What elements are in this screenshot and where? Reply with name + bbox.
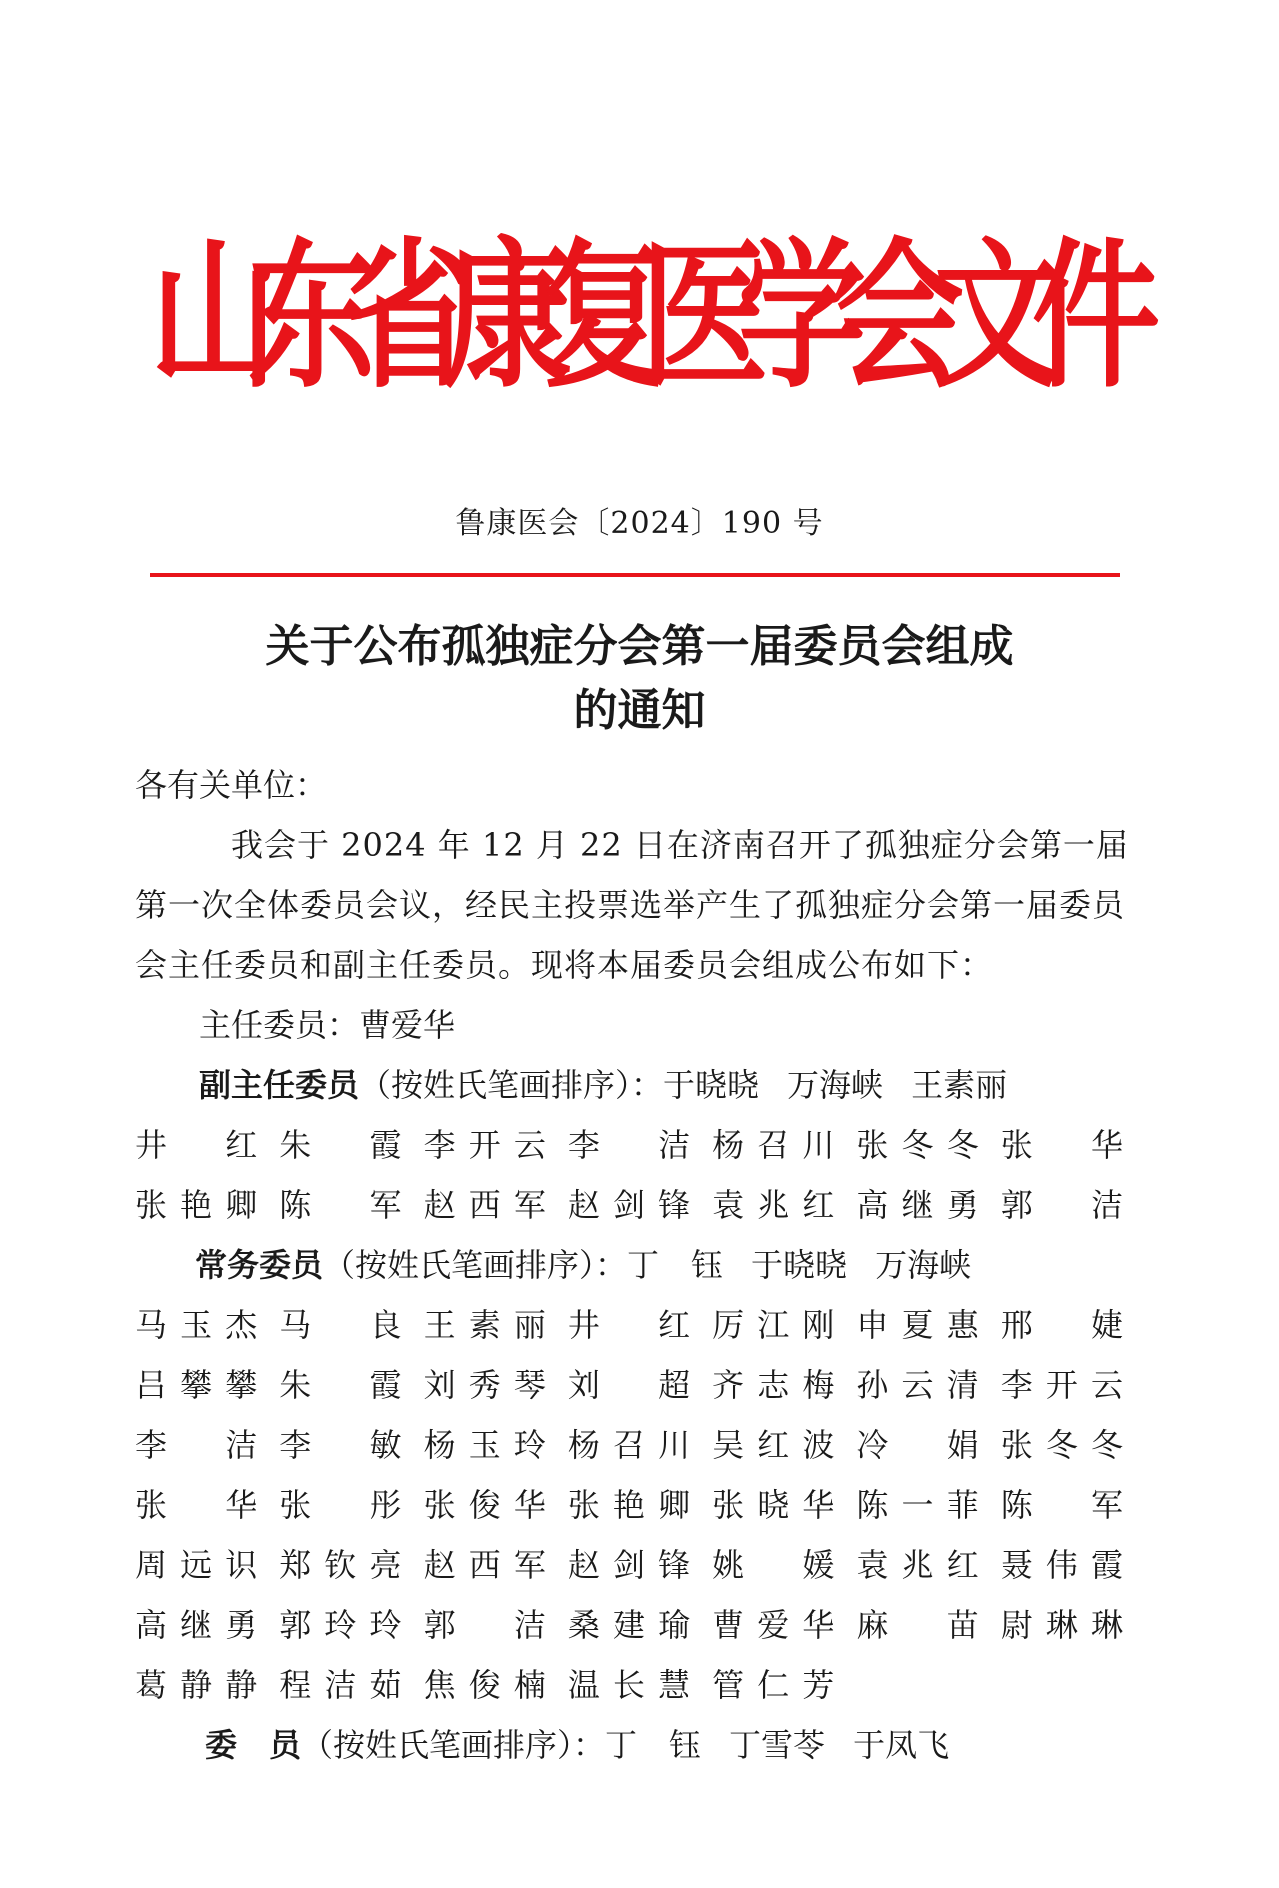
vice-name: 陈 军	[279, 1186, 402, 1224]
vice-name: 张冬冬	[856, 1126, 979, 1164]
standing-name: 马玉杰	[135, 1306, 258, 1344]
vice-role: 副主任委员	[199, 1066, 360, 1104]
standing-name: 张冬冬	[1000, 1426, 1123, 1464]
salutation: 各有关单位：	[135, 766, 328, 804]
standing-name: 曹爱华	[712, 1606, 835, 1644]
vice-note: （按姓氏笔画排序）：	[359, 1066, 664, 1104]
vice-director-heading	[135, 1055, 1145, 1115]
vice-inline-names	[663, 1066, 1035, 1104]
standing-name: 井 红	[567, 1306, 691, 1344]
standing-name: 刘 超	[567, 1366, 691, 1404]
standing-note: （按姓氏笔画排序）：	[323, 1246, 628, 1284]
member-inline-names	[605, 1726, 977, 1764]
masthead-char: 医	[640, 224, 769, 411]
standing-name: 尉琳琳	[1000, 1606, 1123, 1644]
director-name: 曹爱华	[359, 1006, 456, 1044]
vice-name: 于晓晓	[663, 1066, 760, 1104]
standing-name: 丁 钰	[627, 1246, 724, 1284]
notice-title	[0, 615, 1279, 743]
standing-name: 吕攀攀	[135, 1366, 258, 1404]
vice-director-names	[135, 1115, 1145, 1235]
standing-name: 姚 媛	[712, 1546, 835, 1584]
standing-name: 张艳卿	[567, 1486, 691, 1524]
director-line	[135, 995, 1145, 1055]
vice-name: 郭 洁	[1000, 1186, 1123, 1224]
standing-name: 邢 婕	[1000, 1306, 1123, 1344]
standing-member-names	[135, 1295, 1145, 1715]
masthead-char: 省	[346, 224, 475, 411]
member-role: 委 员	[205, 1726, 302, 1764]
standing-name: 管仁芳	[712, 1666, 835, 1704]
standing-name: 焦俊楠	[423, 1666, 546, 1704]
standing-name: 陈一菲	[856, 1486, 979, 1524]
standing-name: 孙云清	[856, 1366, 979, 1404]
standing-role: 常务委员	[195, 1246, 324, 1284]
standing-name: 张 彤	[279, 1486, 402, 1524]
standing-name: 刘秀琴	[423, 1366, 546, 1404]
masthead-title	[150, 193, 1161, 443]
standing-name: 桑建瑜	[567, 1606, 691, 1644]
standing-name: 葛静静	[135, 1666, 258, 1704]
standing-name: 冷 娟	[856, 1426, 979, 1464]
vice-name: 赵剑锋	[567, 1186, 691, 1224]
standing-name: 温长慧	[567, 1666, 691, 1704]
standing-name: 麻 苗	[856, 1606, 979, 1644]
vice-name: 袁兆红	[712, 1186, 835, 1224]
member-heading	[135, 1715, 1145, 1775]
masthead-char: 复	[542, 224, 671, 411]
vice-name: 李 洁	[567, 1126, 691, 1164]
members-name: 丁 钰	[605, 1726, 702, 1764]
standing-name: 张 华	[135, 1486, 258, 1524]
standing-name: 张俊华	[423, 1486, 546, 1524]
standing-name: 厉江刚	[712, 1306, 835, 1344]
standing-name: 申夏惠	[856, 1306, 979, 1344]
standing-name: 郑钦亮	[279, 1546, 402, 1584]
standing-name: 吴红波	[712, 1426, 835, 1464]
standing-inline-names	[627, 1246, 999, 1284]
standing-name: 袁兆红	[856, 1546, 979, 1584]
standing-name: 郭玲玲	[279, 1606, 402, 1644]
notice-title-line1: 关于公布孤独症分会第一届委员会组成	[265, 621, 1014, 672]
standing-name: 陈 军	[1000, 1486, 1123, 1524]
vice-name: 高继勇	[856, 1186, 979, 1224]
masthead-char: 学	[738, 224, 867, 411]
standing-name: 万海峡	[875, 1246, 972, 1284]
masthead-char: 山	[150, 224, 279, 411]
body-paragraph: 我会于 2024 年 12 月 22 日在济南召开了孤独症分会第一届第一次全体委员会议，经民主投票选举产生了孤独症分会第一届委员会主任委员和副主任委员。现将本届委员会组成公布如下：	[135, 826, 1129, 984]
member-note: （按姓氏笔画排序）：	[301, 1726, 606, 1764]
standing-name: 赵西军	[423, 1546, 546, 1584]
standing-name: 郭 洁	[423, 1606, 546, 1644]
document-number: 鲁康医会〔2024〕190 号	[455, 506, 824, 541]
masthead-char: 会	[836, 224, 965, 411]
standing-name: 李开云	[1000, 1366, 1123, 1404]
vice-name: 万海峡	[787, 1066, 884, 1104]
members-name: 于凤飞	[853, 1726, 950, 1764]
standing-name: 杨玉玲	[423, 1426, 546, 1464]
masthead-char: 康	[444, 224, 573, 411]
vice-name: 李开云	[423, 1126, 546, 1164]
standing-name: 朱 霞	[279, 1366, 402, 1404]
standing-name: 马 良	[279, 1306, 402, 1344]
standing-name: 李 敏	[279, 1426, 402, 1464]
vice-name: 张 华	[1000, 1126, 1123, 1164]
vice-name: 王素丽	[911, 1066, 1008, 1104]
vice-name: 朱 霞	[279, 1126, 402, 1164]
standing-name: 程洁茹	[279, 1666, 402, 1704]
masthead-char: 文	[934, 224, 1063, 411]
members-name: 丁雪苓	[729, 1726, 826, 1764]
standing-name: 齐志梅	[712, 1366, 835, 1404]
standing-name: 李 洁	[135, 1426, 258, 1464]
vice-name: 井 红	[135, 1126, 258, 1164]
standing-name: 杨召川	[567, 1426, 691, 1464]
vice-name: 张艳卿	[135, 1186, 258, 1224]
standing-name: 张晓华	[712, 1486, 835, 1524]
red-divider	[150, 573, 1120, 577]
vice-name: 杨召川	[712, 1126, 835, 1164]
standing-name: 王素丽	[423, 1306, 546, 1344]
standing-name: 聂伟霞	[1000, 1546, 1123, 1584]
standing-name: 赵剑锋	[567, 1546, 691, 1584]
notice-title-line2: 的通知	[573, 685, 706, 736]
vice-name: 赵西军	[423, 1186, 546, 1224]
masthead-char: 东	[248, 224, 377, 411]
standing-name: 周远识	[135, 1546, 258, 1584]
standing-member-heading	[135, 1235, 1145, 1295]
standing-name: 于晓晓	[751, 1246, 848, 1284]
masthead-char: 件	[1032, 224, 1161, 411]
director-role: 主任委员：	[199, 1006, 360, 1044]
standing-name: 高继勇	[135, 1606, 258, 1644]
